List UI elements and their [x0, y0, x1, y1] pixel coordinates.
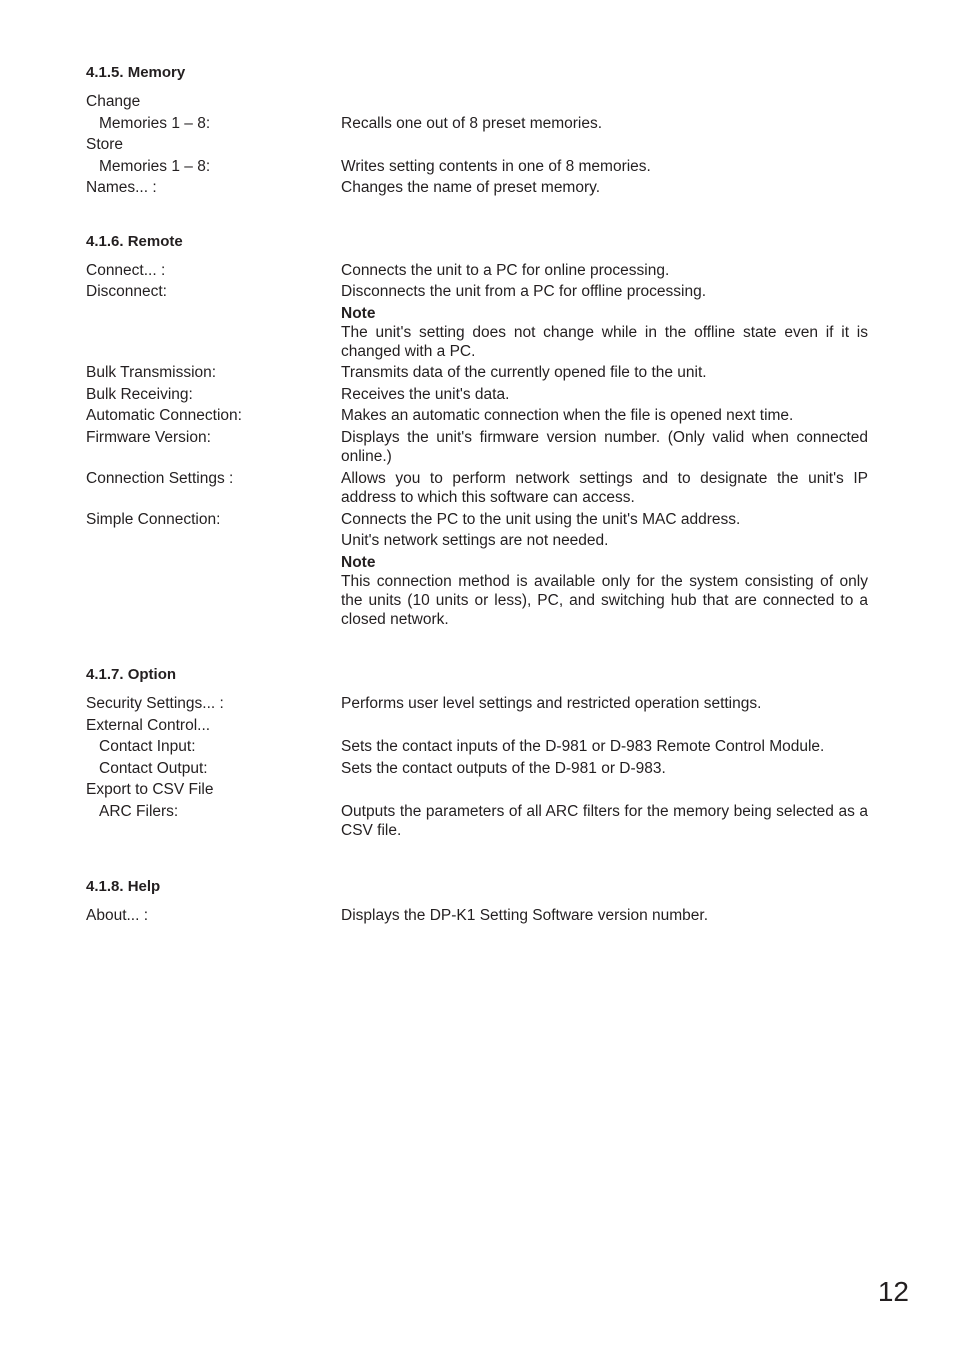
menu-term: Export to CSV File [86, 781, 214, 798]
definition-row [86, 759, 868, 779]
menu-term: ARC Filers: [99, 802, 179, 820]
menu-description: Displays the unit's firmware version number. (Only valid when connected online.) [341, 428, 868, 465]
definition-row [86, 114, 868, 134]
menu-description: Transmits data of the currently opened file to the unit. [341, 364, 707, 381]
menu-term: Automatic Connection: [86, 407, 242, 424]
menu-term: Connect... : [86, 261, 166, 279]
section-heading: 4.1.7. Option [86, 666, 177, 683]
menu-description [341, 716, 868, 736]
menu-term: Memories 1 – 8: [99, 114, 211, 132]
definition-row [86, 906, 868, 926]
menu-description: Sets the contact inputs of the D-981 or D-983 Remote Control Module. [341, 738, 825, 755]
note-text: The unit's setting does not change while in the offline state even if it is changed with a PC. [341, 324, 868, 360]
definition-row [86, 802, 868, 841]
menu-term: Memories 1 – 8: [99, 157, 211, 175]
description-text: Disconnects the unit from a PC for offline processing. [341, 283, 706, 300]
page-number: 12 [877, 1276, 909, 1307]
menu-description: Receives the unit's data. [341, 385, 510, 403]
definition-row [86, 694, 868, 714]
section-option [86, 665, 868, 841]
menu-description [341, 780, 868, 800]
definition-row [86, 510, 868, 630]
menu-description: Outputs the parameters of all ARC filters for the memory being selected as a CSV file. [341, 802, 868, 839]
definition-row [86, 737, 868, 757]
menu-description: Makes an automatic connection when the file is opened next time. [341, 407, 794, 424]
section-heading: 4.1.5. Memory [86, 64, 186, 81]
menu-term: Bulk Receiving: [86, 385, 193, 403]
menu-description [341, 510, 868, 630]
definition-row [86, 135, 868, 155]
note-text: This connection method is available only for the system consisting of only the units (10 units or less), PC, and switching hub that are connected to a closed network. [341, 573, 868, 628]
section-heading: 4.1.8. Help [86, 877, 161, 895]
menu-description: Writes setting contents in one of 8 memories. [341, 157, 651, 175]
menu-term: Disconnect: [86, 283, 167, 300]
menu-description: Sets the contact outputs of the D-981 or D-983. [341, 759, 666, 777]
definition-row [86, 406, 868, 426]
section-memory [86, 63, 868, 198]
menu-term: About... : [86, 906, 149, 924]
section-heading: 4.1.6. Remote [86, 232, 183, 250]
menu-description: Performs user level settings and restricted operation settings. [341, 695, 762, 712]
menu-description: Allows you to perform network settings and to designate the unit's IP address to which this software can access. [341, 469, 868, 506]
definition-row [86, 157, 868, 177]
definition-row [86, 178, 868, 198]
menu-term: Contact Input: [99, 738, 196, 755]
description-text: Unit's network settings are not needed. [341, 532, 609, 549]
definition-row [86, 363, 868, 383]
menu-description: Connects the unit to a PC for online processing. [341, 261, 670, 279]
description-text: Connects the PC to the unit using the unit's MAC address. [341, 510, 741, 528]
definition-row [86, 385, 868, 405]
menu-term: Connection Settings : [86, 469, 234, 487]
menu-description [341, 92, 868, 112]
definition-row [86, 92, 868, 112]
note-title: Note [341, 553, 376, 571]
menu-description: Displays the DP-K1 Setting Software version number. [341, 906, 709, 924]
menu-term: Change [86, 93, 141, 110]
menu-term: Security Settings... : [86, 695, 224, 712]
definition-row [86, 716, 868, 736]
section-help [86, 877, 868, 926]
definition-row [86, 282, 868, 361]
definition-row [86, 428, 868, 467]
note-title: Note [341, 304, 376, 322]
page-content [86, 63, 868, 952]
menu-description [341, 135, 868, 155]
definition-row [86, 469, 868, 508]
menu-description: Recalls one out of 8 preset memories. [341, 114, 603, 132]
menu-description: Changes the name of preset memory. [341, 179, 601, 196]
menu-description [341, 282, 868, 361]
menu-term: Store [86, 136, 124, 153]
definition-row [86, 780, 868, 800]
menu-term: External Control... [86, 716, 211, 734]
menu-term: Simple Connection: [86, 510, 221, 528]
definition-row [86, 261, 868, 281]
menu-term: Firmware Version: [86, 428, 211, 446]
section-remote [86, 232, 868, 630]
menu-term: Contact Output: [99, 759, 208, 777]
menu-term: Names... : [86, 179, 157, 196]
menu-term: Bulk Transmission: [86, 364, 217, 381]
